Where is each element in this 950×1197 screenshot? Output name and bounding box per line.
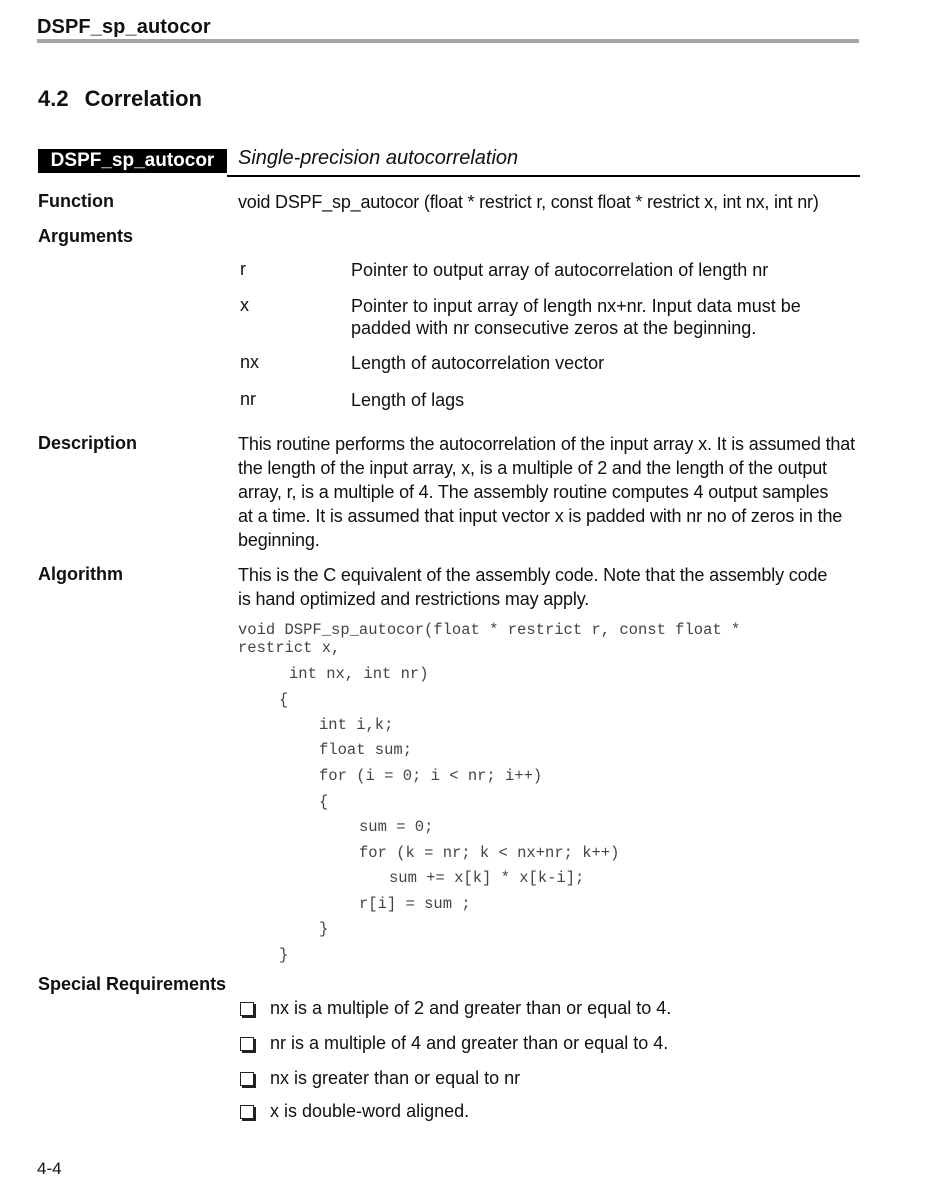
code-line: void DSPF_sp_autocor(float * restrict r, const float * — [238, 621, 741, 639]
subtitle-rule — [227, 175, 860, 177]
description-line: This routine performs the autocorrelation of the input array x. It is assumed that — [238, 434, 856, 454]
arg-desc-r: Pointer to output array of autocorrelation of length nr — [351, 260, 769, 280]
description-line: beginning. — [238, 530, 320, 550]
requirement-item — [240, 1033, 668, 1054]
code-line: } — [319, 920, 329, 938]
checkbox-bullet-icon — [240, 1037, 254, 1051]
code-line: for (k = nr; k < nx+nr; k++) — [359, 844, 620, 862]
function-signature: void DSPF_sp_autocor (float * restrict r, const float * restrict x, int nx, int nr) — [238, 192, 819, 212]
section-number: 4.2 — [38, 86, 69, 111]
arg-name-x: x — [240, 295, 249, 315]
code-line: sum += x[k] * x[k-i]; — [389, 869, 585, 887]
section-name: Correlation — [84, 86, 202, 111]
code-line: sum = 0; — [359, 818, 434, 836]
arg-name-r: r — [240, 259, 246, 279]
code-line: for (i = 0; i < nr; i++) — [319, 767, 543, 785]
running-header-title: DSPF_sp_autocor — [37, 16, 211, 38]
arg-desc-nr: Length of lags — [351, 390, 465, 410]
code-line: int i,k; — [319, 716, 394, 734]
algorithm-line: This is the C equivalent of the assembly code. Note that the assembly code — [238, 565, 828, 585]
requirement-text: nx is a multiple of 2 and greater than or equal to 4. — [270, 998, 672, 1018]
label-algorithm: Algorithm — [38, 564, 123, 584]
requirement-item — [240, 1101, 469, 1122]
arg-name-nr: nr — [240, 389, 257, 409]
requirement-text: nr is a multiple of 4 and greater than or equal to 4. — [270, 1033, 669, 1053]
arg-name-nx: nx — [240, 352, 260, 372]
description-line: the length of the input array, x, is a multiple of 2 and the length of the output — [238, 458, 827, 478]
requirement-item — [240, 998, 671, 1019]
checkbox-bullet-icon — [240, 1002, 254, 1016]
code-line: float sum; — [319, 741, 413, 759]
requirement-item — [240, 1068, 520, 1089]
page-number: 4-4 — [37, 1159, 62, 1178]
requirement-text: x is double-word aligned. — [270, 1101, 470, 1121]
header-rule — [37, 39, 859, 43]
label-description: Description — [38, 433, 138, 453]
code-line: { — [319, 793, 329, 811]
checkbox-bullet-icon — [240, 1105, 254, 1119]
function-subtitle: Single-precision autocorrelation — [238, 147, 519, 169]
code-line: { — [279, 691, 289, 709]
code-line: int nx, int nr) — [289, 665, 429, 683]
label-function: Function — [38, 191, 114, 211]
arg-desc-x: Pointer to input array of length nx+nr. Input data must be padded with nr consecutive zeros at the beginning. — [351, 296, 801, 338]
code-line: } — [279, 946, 289, 964]
description-line: at a time. It is assumed that input vector x is padded with nr no of zeros in the — [238, 506, 843, 526]
requirement-text: nx is greater than or equal to nr — [270, 1068, 521, 1088]
label-arguments: Arguments — [38, 226, 134, 246]
code-line: restrict x, — [238, 639, 341, 657]
checkbox-bullet-icon — [240, 1072, 254, 1086]
code-line: r[i] = sum ; — [359, 895, 471, 913]
algorithm-line: is hand optimized and restrictions may apply. — [238, 589, 590, 609]
arg-desc-nx: Length of autocorrelation vector — [351, 353, 605, 373]
function-name-tag: DSPF_sp_autocor — [38, 149, 227, 173]
label-special-requirements: Special Requirements — [38, 974, 227, 994]
section-title — [38, 86, 202, 112]
description-line: array, r, is a multiple of 4. The assembly routine computes 4 output samples — [238, 482, 829, 502]
